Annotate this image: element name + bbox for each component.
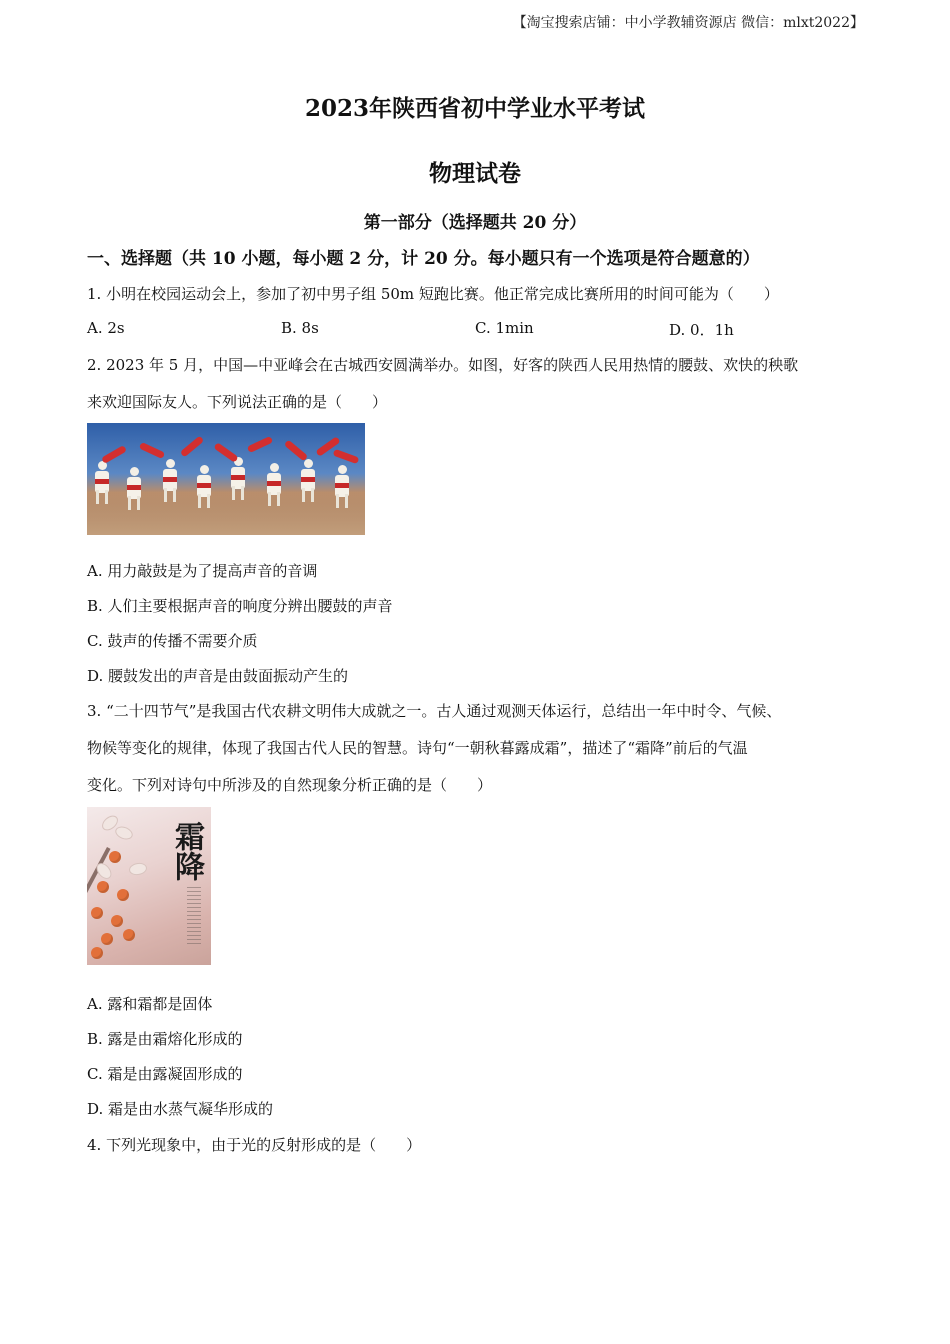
page-subtitle: 物理试卷 bbox=[429, 160, 521, 187]
question-1-option-c: C. 1min bbox=[475, 319, 534, 337]
question-2-stem-line-1: 2. 2023 年 5 月，中国—中亚峰会在古城西安圆满举办。如图，好客的陕西人民用热情的腰鼓、欢快的秧歌 bbox=[87, 356, 799, 374]
question-3-stem-line-1: 3. “二十四节气”是我国古代农耕文明伟大成就之一。古人通过观测天体运行，总结出一年中时令、气候、 bbox=[87, 702, 782, 720]
question-2-option-a: A. 用力敲鼓是为了提高声音的音调 bbox=[87, 562, 318, 580]
question-1-option-a: A. 2s bbox=[87, 319, 125, 337]
question-2-option-b: B. 人们主要根据声音的响度分辨出腰鼓的声音 bbox=[87, 597, 393, 615]
frost-descent-calligraphy: 霜降 bbox=[169, 821, 204, 881]
question-2-stem-line-2: 来欢迎国际友人。下列说法正确的是（ ） bbox=[87, 393, 388, 411]
question-3-stem-line-3: 变化。下列对诗句中所涉及的自然现象分析正确的是（ ） bbox=[87, 776, 493, 794]
question-2-option-d: D. 腰鼓发出的声音是由鼓面振动产生的 bbox=[87, 667, 349, 685]
question-4-stem: 4. 下列光现象中，由于光的反射形成的是（ ） bbox=[87, 1136, 422, 1154]
question-2-option-c: C. 鼓声的传播不需要介质 bbox=[87, 632, 258, 650]
question-1-stem: 1. 小明在校园运动会上，参加了初中男子组 50m 短跑比赛。他正常完成比赛所用的时间可能为（ ） bbox=[87, 285, 779, 303]
frost-descent-poster-image bbox=[87, 807, 211, 965]
page-header: 【淘宝搜索店铺：中小学教辅资源店 微信：mlxt2022】 bbox=[512, 15, 864, 31]
question-3-option-a: A. 露和霜都是固体 bbox=[87, 995, 213, 1013]
question-3-option-c: C. 霜是由露凝固形成的 bbox=[87, 1065, 243, 1083]
question-3-stem-line-2: 物候等变化的规律，体现了我国古代人民的智慧。诗句“一朝秋暮露成霜”，描述了“霜降”前后的气温 bbox=[87, 739, 748, 757]
question-3-option-b: B. 露是由霜熔化形成的 bbox=[87, 1030, 243, 1048]
question-1-option-d: D. 0．1h bbox=[669, 321, 734, 339]
question-3-option-d: D. 霜是由水蒸气凝华形成的 bbox=[87, 1100, 274, 1118]
page-title: 2023年陕西省初中学业水平考试 bbox=[304, 95, 645, 122]
question-1-option-b: B. 8s bbox=[281, 319, 319, 337]
waist-drum-dancers-image bbox=[87, 423, 365, 535]
section-heading: 一、选择题（共 10 小题，每小题 2 分，计 20 分。每小题只有一个选项是符合题意的） bbox=[87, 249, 760, 269]
part-heading: 第一部分（选择题共 20 分） bbox=[363, 213, 587, 233]
